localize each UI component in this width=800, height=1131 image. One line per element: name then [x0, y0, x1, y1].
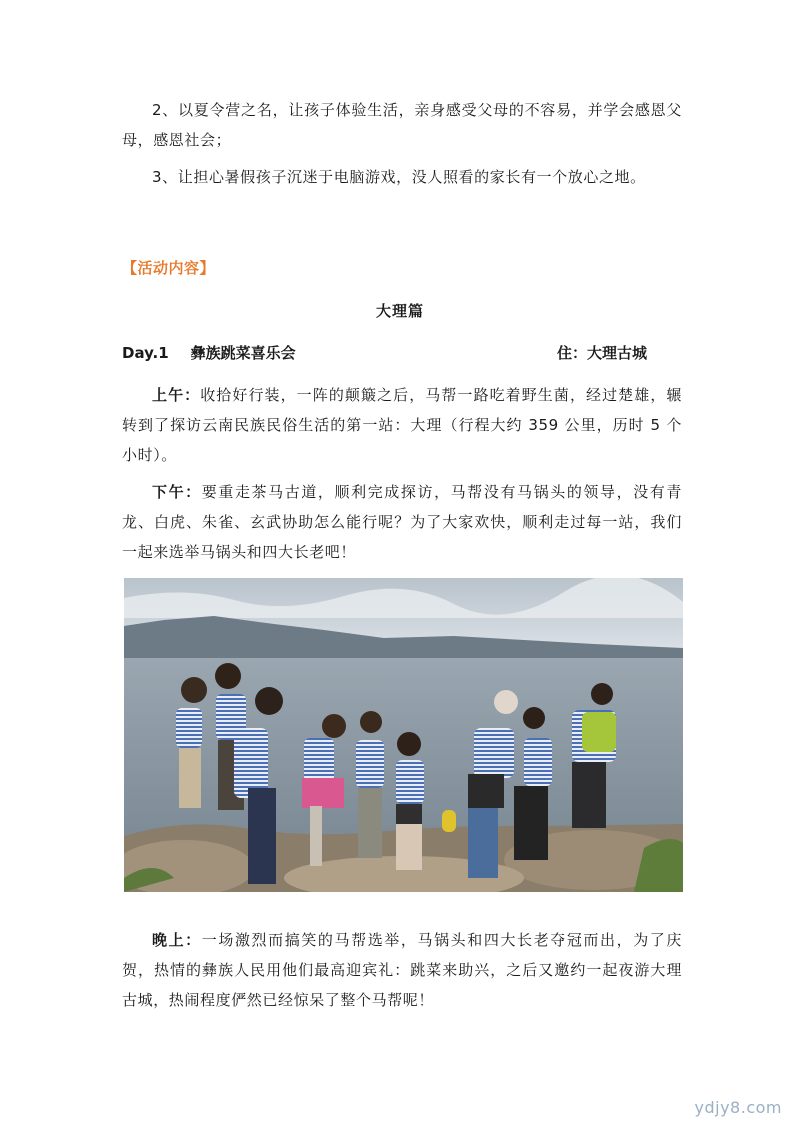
section-heading: 【活动内容】: [122, 259, 216, 277]
day-lodging: 住：大理古城: [556, 344, 647, 362]
group-photo: [124, 578, 683, 892]
intro-item-3: [122, 162, 682, 192]
evening-text: 一场激烈而搞笑的马帮选举，马锅头和四大长老夺冠而出，为了庆贺，热情的彝族人民用他们最高迎宾礼：跳菜来助兴，之后又邀约一起夜游大理古城，热闹程度俨然已经惊呆了整个马帮呢！: [122, 931, 682, 1009]
afternoon-paragraph: [122, 477, 682, 567]
intro-item-3-text: 3、让担心暑假孩子沉迷于电脑游戏，没人照看的家长有一个放心之地。: [152, 168, 646, 186]
afternoon-label: 下午：: [152, 483, 202, 501]
watermark: ydjy8.com: [694, 1098, 782, 1117]
morning-paragraph: [122, 380, 682, 470]
intro-item-2-text: 2、以夏令营之名，让孩子体验生活，亲身感受父母的不容易，并学会感恩父母，感恩社会；: [122, 101, 682, 149]
day-title: [122, 342, 296, 363]
chapter-title: 大理篇: [375, 302, 424, 320]
morning-text: 收拾好行装，一阵的颠簸之后，马帮一路吃着野生菌，经过楚雄，辗转到了探访云南民族民俗生活的第一站：大理（行程大约 359 公里，历时 5 个小时）。: [122, 386, 682, 464]
morning-label: 上午：: [152, 386, 201, 404]
day-theme: 彝族跳菜喜乐会: [190, 344, 296, 362]
day-header: [122, 342, 662, 366]
evening-label: 晚上：: [152, 931, 202, 949]
intro-item-2: [122, 95, 682, 155]
group-photo-image: [124, 578, 683, 892]
evening-paragraph: [122, 925, 682, 1015]
afternoon-text: 要重走茶马古道，顺利完成探访，马帮没有马锅头的领导，没有青龙、白虎、朱雀、玄武协助怎么能行呢？为了大家欢快，顺利走过每一站，我们一起来选举马锅头和四大长老吧！: [122, 483, 682, 561]
day-label: Day.1: [122, 344, 169, 362]
